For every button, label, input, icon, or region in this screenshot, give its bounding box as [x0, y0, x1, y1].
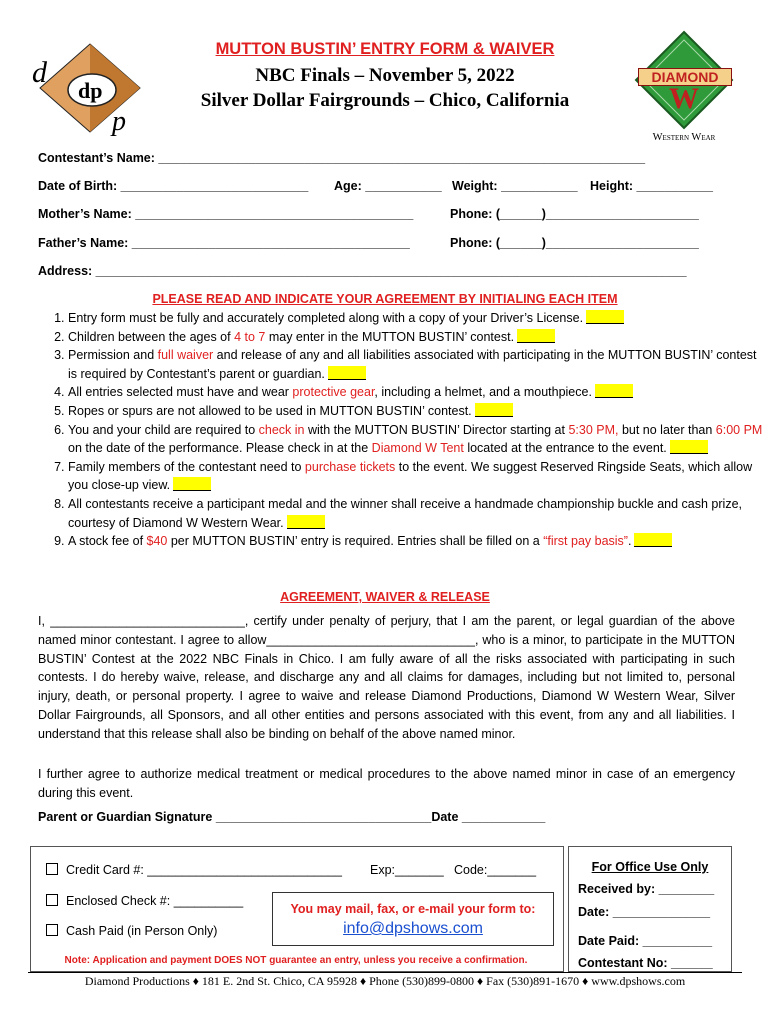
weight-field[interactable]: Weight: ___________ — [452, 179, 578, 193]
agreement-item: 3. Permission and full waiver and release of any and all liabilities associated with participating in the MUTTON BUSTIN’ contest is required by Contestant’s parent or guardian. — [68, 346, 768, 383]
fathers-name-field[interactable]: Father’s Name: ________________________________________ — [38, 236, 410, 250]
agreement-item: 4. All entries selected must have and wear protective gear, including a helmet, and a mouthpiece. — [68, 383, 768, 402]
logo-w-letter: W — [669, 82, 699, 115]
agreement-item: 2. Children between the ages of 4 to 7 may enter in the MUTTON BUSTIN’ contest. — [68, 328, 768, 347]
email-link[interactable]: info@dpshows.com — [343, 920, 483, 937]
form-title: MUTTON BUSTIN’ ENTRY FORM & WAIVER — [215, 40, 555, 58]
initial-box[interactable] — [517, 329, 555, 343]
mail-instructions: You may mail, fax, or e-mail your form to: — [290, 902, 536, 916]
payment-note: Note: Application and payment DOES NOT guarantee an entry, unless you receive a confirmation. — [64, 955, 528, 966]
footer-contact: Diamond Productions ♦ 181 E. 2nd St. Chico, CA 95928 ♦ Phone (530)899-0800 ♦ Fax (530)891-1670 ♦ www.dpshows.com — [84, 974, 686, 988]
checkbox-icon[interactable] — [46, 894, 58, 906]
signature-line[interactable]: Parent or Guardian Signature _______________________________Date ____________ — [38, 810, 546, 824]
agreement-item: 5. Ropes or spurs are not allowed to be used in MUTTON BUSTIN’ contest. — [68, 402, 768, 421]
credit-card-option[interactable]: Credit Card #: ____________________________ — [46, 863, 342, 877]
diamond-w-western-wear-logo — [634, 30, 734, 148]
initial-box[interactable] — [634, 533, 672, 547]
logo-western-wear-text: Western Wear — [652, 132, 716, 143]
mothers-phone-field[interactable]: Phone: (______)______________________ — [450, 207, 699, 221]
logo-monogram: dp — [78, 78, 103, 103]
diamond-productions-logo — [30, 36, 150, 140]
waiver-paragraph: I, ____________________________, certify under penalty of perjury, that I am the parent, or legal guardian of the above named minor contestant. I agree to allow______________________________, who is a minor, to participate in the MUTTON BUSTIN’ Contest at the 2022 NBC Finals in Chico. I am fully aware of all the risks associated with participating in such contests. I do hereby waive, release, and discharge any and all claims for damages, including but not limited to, personal injury, death, or personal property. I agree to waive and release Diamond Productions, Diamond W Western Wear, Silver Dollar Fairgrounds, all Sponsors, and all other entities and persons associated with this event, from any and all liabilities. I understand that this release shall also be binding on behalf of the above named minor. — [38, 614, 735, 741]
address-field[interactable]: Address: _____________________________________________________________________________________ — [38, 264, 687, 278]
mothers-name-field[interactable]: Mother’s Name: ________________________________________ — [38, 207, 414, 221]
date-paid-field[interactable]: Date Paid: __________ — [578, 934, 713, 948]
initial-box[interactable] — [173, 477, 211, 491]
waiver-heading: AGREEMENT, WAIVER & RELEASE — [280, 590, 490, 604]
checkbox-icon[interactable] — [46, 924, 58, 936]
medical-paragraph: I further agree to authorize medical treatment or medical procedures to the above named minor in case of an emergency during this event. — [38, 767, 735, 800]
initial-box[interactable] — [670, 440, 708, 454]
initial-box[interactable] — [586, 310, 624, 324]
agreement-item: 7. Family members of the contestant need to purchase tickets to the event. We suggest Reserved Ringside Seats, which allow you close-up view. — [68, 458, 768, 495]
initial-box[interactable] — [287, 515, 325, 529]
checkbox-icon[interactable] — [46, 863, 58, 875]
logo-p-letter: p — [112, 106, 126, 137]
fathers-phone-field[interactable]: Phone: (______)______________________ — [450, 236, 699, 250]
venue-subtitle: Silver Dollar Fairgrounds – Chico, California — [200, 90, 570, 111]
age-field[interactable]: Age: ___________ — [334, 179, 442, 193]
contestant-name-field[interactable]: Contestant’s Name: ______________________________________________________________________ — [38, 151, 646, 165]
height-field[interactable]: Height: ___________ — [590, 179, 713, 193]
initial-box[interactable] — [595, 384, 633, 398]
agreement-item: 9. A stock fee of $40 per MUTTON BUSTIN’ entry is required. Entries shall be filled on a “first pay basis”. — [68, 532, 768, 551]
date-of-birth-field[interactable]: Date of Birth: ___________________________ — [38, 179, 309, 193]
contestant-number-field[interactable]: Contestant No: ______ — [578, 956, 713, 970]
agreement-item: 1. Entry form must be fully and accurately completed along with a copy of your Driver’s License. — [68, 309, 768, 328]
office-date-field[interactable]: Date: ______________ — [578, 905, 711, 919]
agreement-list — [38, 309, 768, 551]
agreement-item: 6. You and your child are required to check in with the MUTTON BUSTIN’ Director starting at 5:30 PM, but no later than 6:00 PM on the date of the performance. Please check in at the Diamond W Tent located at the entrance to the event. — [68, 421, 768, 458]
agreement-heading: PLEASE READ AND INDICATE YOUR AGREEMENT BY INITIALING EACH ITEM — [152, 292, 618, 306]
initial-box[interactable] — [328, 366, 366, 380]
office-use-heading: For Office Use Only — [591, 860, 709, 874]
agreement-item: 8. All contestants receive a participant medal and the winner shall receive a handmade championship buckle and cash prize, courtesy of Diamond W Western Wear. — [68, 495, 768, 532]
footer-rule — [28, 972, 742, 973]
received-by-field[interactable]: Received by: ________ — [578, 882, 715, 896]
initial-box[interactable] — [475, 403, 513, 417]
logo-diamond-text: DIAMOND — [638, 68, 732, 86]
code-field[interactable]: Code:_______ — [454, 863, 537, 877]
check-option[interactable]: Enclosed Check #: __________ — [46, 894, 243, 908]
cash-option[interactable]: Cash Paid (in Person Only) — [46, 924, 217, 938]
exp-field[interactable]: Exp:_______ — [370, 863, 444, 877]
event-subtitle: NBC Finals – November 5, 2022 — [255, 65, 515, 86]
logo-d-letter: d — [32, 56, 47, 89]
